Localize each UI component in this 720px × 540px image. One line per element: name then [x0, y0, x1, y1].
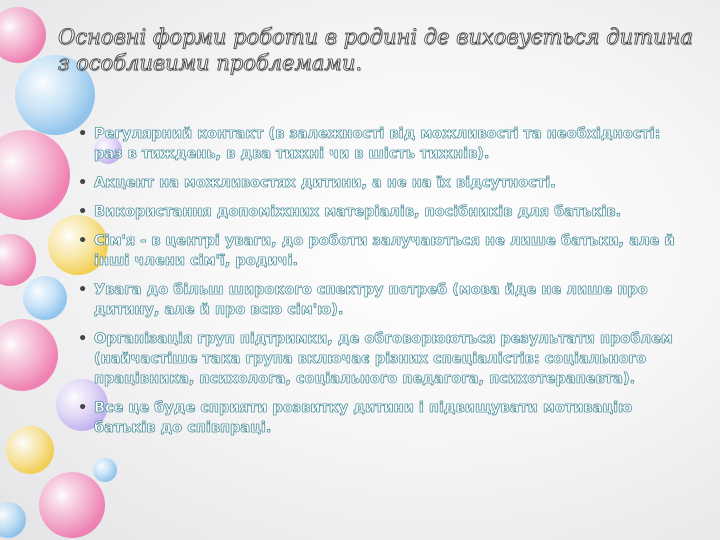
- bullet-item: [78, 398, 694, 438]
- bullet-item: [78, 202, 694, 222]
- bullet-icon: •: [78, 282, 88, 298]
- bullet-text: Сім'я - в центрі уваги, до роботи залучаються не лише батьки, але й інші члени сім'ї, родичі.: [94, 233, 675, 269]
- bubble: [23, 276, 67, 320]
- bullet-item: [78, 280, 694, 320]
- bubble: [0, 130, 70, 220]
- bullet-text: Організація груп підтримки, де обговорюються результати проблем (найчастіше така група включає різних спеціалістів: соціального працівника, психолога, соціального педагога, психотерапевта).: [94, 331, 673, 387]
- bullet-icon: •: [78, 204, 88, 220]
- bullet-text: Регулярний контакт (в залежності від можливості та необхідності: раз в тиждень, в два тижні чи в шість тижнів).: [94, 126, 661, 162]
- bubble: [0, 234, 36, 286]
- bullet-icon: •: [78, 233, 88, 249]
- bullet-text: Увага до більш широкого спектру потреб (мова йде не лише про дитину, але й про всю сім'ю).: [94, 282, 648, 318]
- bullet-text: Акцент на можливостях дитини, а не на їх відсутності.: [94, 175, 556, 191]
- bubble: [93, 458, 117, 482]
- bubble: [6, 426, 54, 474]
- bullet-icon: •: [78, 175, 88, 191]
- bullet-item: [78, 173, 694, 193]
- bubble: [39, 472, 105, 538]
- bullet-icon: •: [78, 331, 88, 347]
- bullet-item: [78, 124, 694, 164]
- bullet-item: [78, 231, 694, 271]
- bullet-text: Все це буде сприяти розвитку дитини і підвищувати мотивацію батьків до співпраці.: [94, 400, 633, 436]
- bullet-icon: •: [78, 400, 88, 416]
- bullet-text: Використання допоміжних матеріалів, посібників для батьків.: [94, 204, 622, 220]
- slide-title: Основні форми роботи в родині де виховується дитина з особливими проблемами.: [58, 25, 693, 75]
- bullet-item: [78, 329, 694, 389]
- bubble: [0, 502, 26, 538]
- bubble: [0, 7, 46, 63]
- bubble: [0, 319, 58, 391]
- bullet-list: [78, 124, 694, 447]
- bullet-icon: •: [78, 126, 88, 142]
